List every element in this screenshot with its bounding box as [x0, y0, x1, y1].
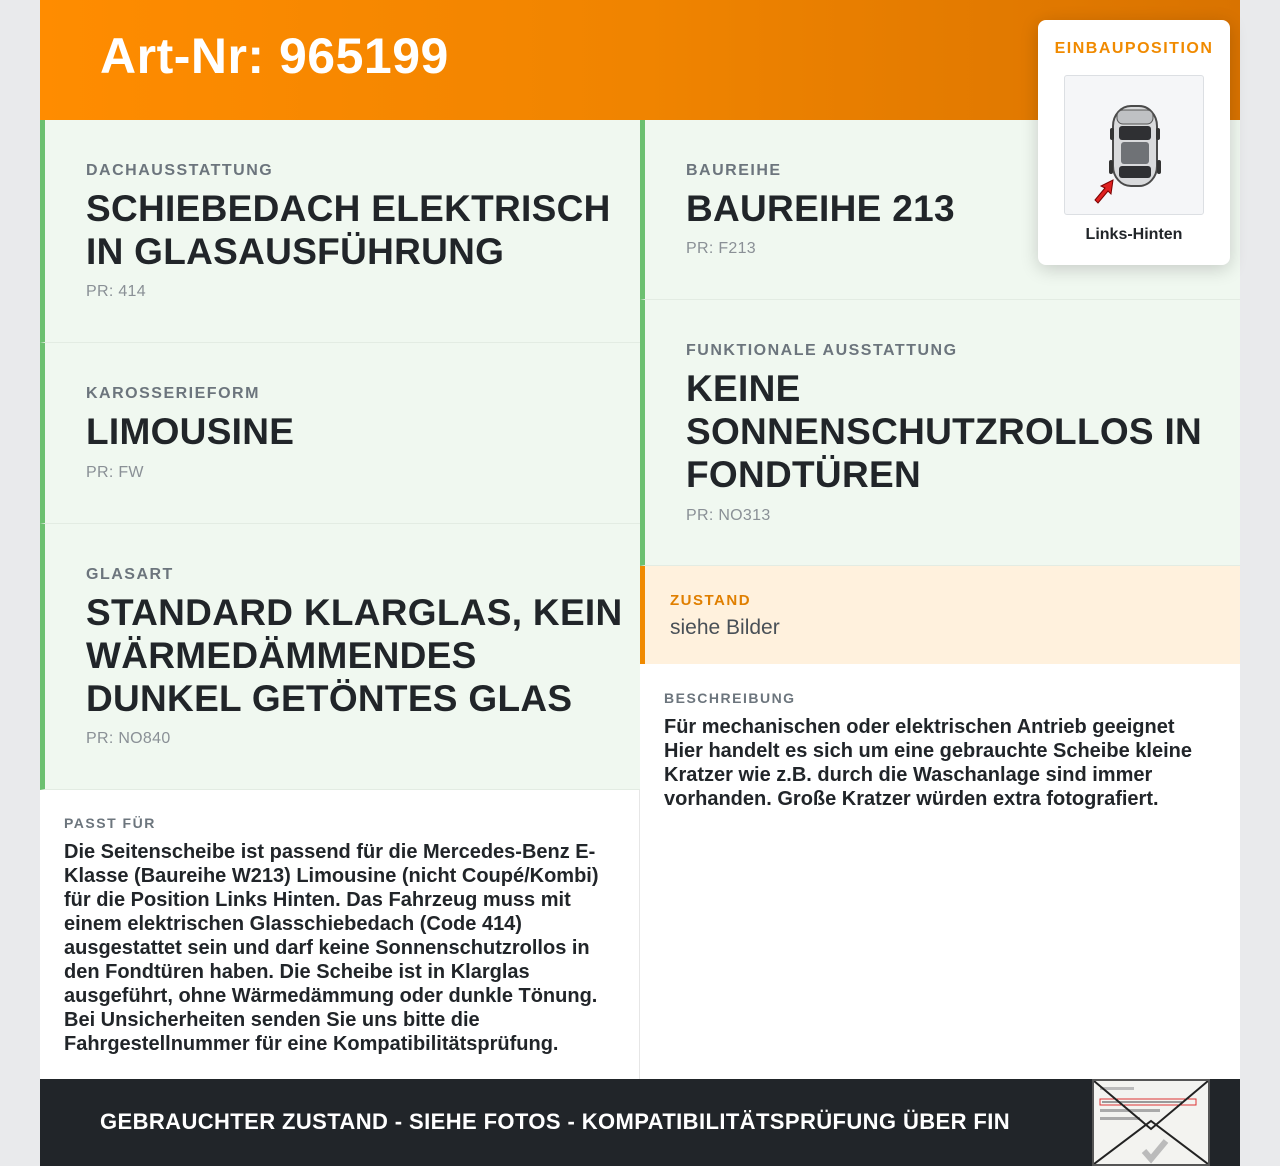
einbauposition-image: [1064, 75, 1204, 215]
spec-label: BAUREIHE: [686, 162, 782, 179]
zustand-label: ZUSTAND: [670, 592, 752, 609]
passt-fuer-section: [64, 814, 624, 1056]
spec-label: GLASART: [86, 566, 174, 583]
spec-pr-code: PR: 414: [86, 283, 146, 300]
vehicle-document-icon: [1094, 1081, 1208, 1164]
spec-value: STANDARD KLARGLAS, KEIN WÄRMEDÄMMENDES DUNKEL GETÖNTES GLAS: [86, 592, 623, 719]
beschreibung-text: Für mechanischen oder elektrischen Antrieb geeignet Hier handelt es sich um eine gebrauchte Scheibe kleine Kratzer wie z.B. durch die Waschanlage sind immer vorhanden. Große Kratzer würden extra fotografiert.: [664, 716, 1192, 810]
product-sheet: [40, 0, 1240, 1166]
spec-pr-code: PR: F213: [686, 240, 756, 257]
spec-label: KAROSSERIEFORM: [86, 385, 260, 402]
passt-fuer-text: Die Seitenscheibe ist passend für die Mercedes-Benz E- Klasse (Baureihe W213) Limousine (nicht Coupé/Kombi) für die Position Links Hinten. Das Fahrzeug muss mit einem elektrischen Glasschiebedach (Code 414) ausgestattet sein und darf keine Sonnenschutzrollos in den Fondtüren haben. Die Scheibe ist in Klarglas ausgeführt, ohne Wärmedämmung oder dunkle Tönung. Bei Unsicherheiten senden Sie uns bitte die Fahrgestellnummer für eine Kompatibilitätsprüfung.: [64, 841, 599, 1055]
spec-glasart: [40, 524, 640, 790]
spec-pr-code: PR: NO313: [686, 507, 771, 524]
fin-document-thumbnail[interactable]: [1092, 1079, 1210, 1166]
spec-pr-code: PR: FW: [86, 464, 144, 481]
zustand-box: [640, 566, 1240, 664]
footer-bar: [40, 1079, 1240, 1166]
article-number-title: Art-Nr: 965199: [100, 28, 449, 84]
spec-value: LIMOUSINE: [86, 411, 295, 452]
column-divider: [639, 790, 640, 1080]
spec-value: KEINE SONNENSCHUTZROLLOS IN FONDTÜREN: [686, 368, 1203, 495]
einbauposition-value: Links-Hinten: [1085, 226, 1183, 243]
einbauposition-card: [1038, 20, 1230, 265]
zustand-value: siehe Bilder: [670, 616, 780, 639]
spec-label: DACHAUSSTATTUNG: [86, 162, 274, 179]
spec-value: SCHIEBEDACH ELEKTRISCH IN GLASAUSFÜHRUNG: [86, 188, 611, 272]
spec-funktionale-ausstattung: [640, 300, 1240, 566]
spec-label: FUNKTIONALE AUSSTATTUNG: [686, 342, 958, 359]
spec-karosserieform: [40, 343, 640, 524]
spec-value: BAUREIHE 213: [686, 188, 955, 229]
beschreibung-label: BESCHREIBUNG: [664, 690, 796, 706]
footer-text: GEBRAUCHTER ZUSTAND - SIEHE FOTOS - KOMPATIBILITÄTSPRÜFUNG ÜBER FIN: [100, 1109, 1011, 1134]
passt-fuer-label: PASST FÜR: [64, 815, 156, 831]
spec-dachausstattung: [40, 120, 640, 343]
spec-pr-code: PR: NO840: [86, 730, 171, 747]
beschreibung-section: [664, 689, 1224, 811]
einbauposition-label: EINBAUPOSITION: [1054, 40, 1214, 57]
car-top-view-icon: [1065, 76, 1205, 216]
